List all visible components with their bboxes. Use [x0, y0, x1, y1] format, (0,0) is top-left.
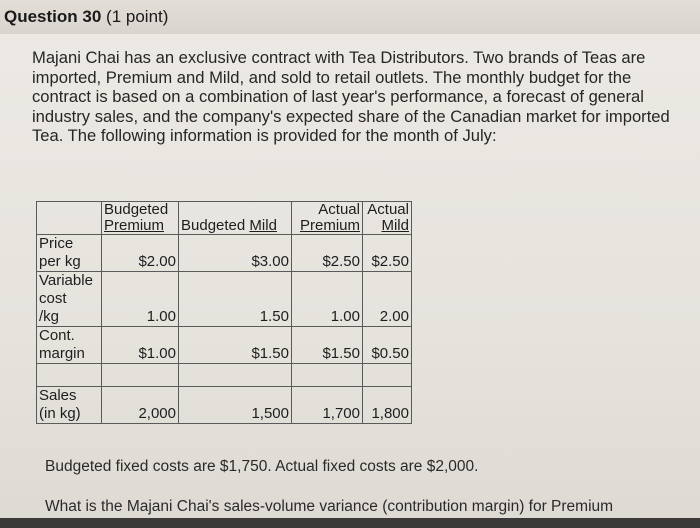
question-prompt: What is the Majani Chai's sales-volume variance (contribution margin) for Premium: [45, 498, 614, 515]
question-intro-text: Majani Chai has an exclusive contract with Tea Distributors. Two brands of Teas are imported, Premium and Mild, and sold to retail outlets. The monthly budget for the contract is based on a combination of last year's performance, a forecast of general industry sales, and the company's expected share of the Canadian market for imported Tea. The following information is provided for the month of July:: [32, 48, 670, 146]
spacer-cell: [37, 364, 102, 387]
cell-budgeted-mild: 1.50: [179, 272, 292, 327]
table-row-contribution-margin: [37, 327, 412, 364]
table-row-variable-cost: [37, 272, 412, 327]
header-text: Mild: [249, 217, 277, 234]
header-text: Premium: [299, 217, 360, 234]
header-budgeted-premium: [102, 202, 179, 235]
fixed-costs-text: Budgeted fixed costs are $1,750. Actual fixed costs are $2,000.: [45, 458, 479, 475]
cell-actual-mild: 2.00: [363, 272, 412, 327]
row-label-text: /kg: [39, 308, 60, 325]
row-label-text: Cont.: [39, 327, 75, 344]
spacer-cell: [363, 364, 412, 387]
table-header-row: [37, 202, 412, 235]
row-label: [37, 387, 102, 424]
row-label-text: cost: [39, 290, 67, 307]
table-row-spacer: [37, 364, 412, 387]
row-label-text: (in kg): [39, 405, 81, 422]
cell-actual-premium: 1,700: [292, 387, 363, 424]
cell-actual-mild: $0.50: [363, 327, 412, 364]
spacer-cell: [179, 364, 292, 387]
row-label: [37, 235, 102, 272]
row-label-text: per kg: [39, 253, 81, 270]
cell-actual-premium: $1.50: [292, 327, 363, 364]
budget-table: [36, 201, 412, 424]
header-text: Actual: [318, 201, 360, 218]
cell-actual-premium: 1.00: [292, 272, 363, 327]
cell-budgeted-premium: $1.00: [102, 327, 179, 364]
cell-budgeted-premium: $2.00: [102, 235, 179, 272]
header-text: Mild: [381, 217, 409, 234]
row-label: [37, 327, 102, 364]
question-header: [0, 0, 700, 35]
row-label: [37, 272, 102, 327]
cell-budgeted-mild: $3.00: [179, 235, 292, 272]
table-row-price: [37, 235, 412, 272]
cell-budgeted-premium: 2,000: [102, 387, 179, 424]
header-actual-premium: [292, 202, 363, 235]
row-label-text: Variable: [39, 272, 93, 289]
header-budgeted-mild: [179, 202, 292, 235]
table-corner-cell: [37, 202, 102, 235]
spacer-cell: [102, 364, 179, 387]
cell-budgeted-premium: 1.00: [102, 272, 179, 327]
spacer-cell: [292, 364, 363, 387]
cell-budgeted-mild: $1.50: [179, 327, 292, 364]
question-points: (1 point): [106, 7, 169, 26]
question-body: [0, 34, 700, 528]
header-text: Actual: [367, 201, 409, 218]
cell-budgeted-mild: 1,500: [179, 387, 292, 424]
header-actual-mild: [363, 202, 412, 235]
cell-actual-mild: 1,800: [363, 387, 412, 424]
header-text: Budgeted: [181, 217, 246, 234]
row-label-text: Price: [39, 235, 74, 252]
question-number: Question 30: [4, 7, 102, 26]
row-label-text: margin: [39, 345, 85, 362]
header-text: Budgeted: [104, 201, 169, 218]
cell-actual-premium: $2.50: [292, 235, 363, 272]
row-label-text: Sales: [39, 387, 77, 404]
bottom-edge-bar: [0, 518, 700, 528]
table-row-sales: [37, 387, 412, 424]
header-text: Premium: [104, 217, 165, 234]
question-title: [4, 7, 168, 27]
cell-actual-mild: $2.50: [363, 235, 412, 272]
